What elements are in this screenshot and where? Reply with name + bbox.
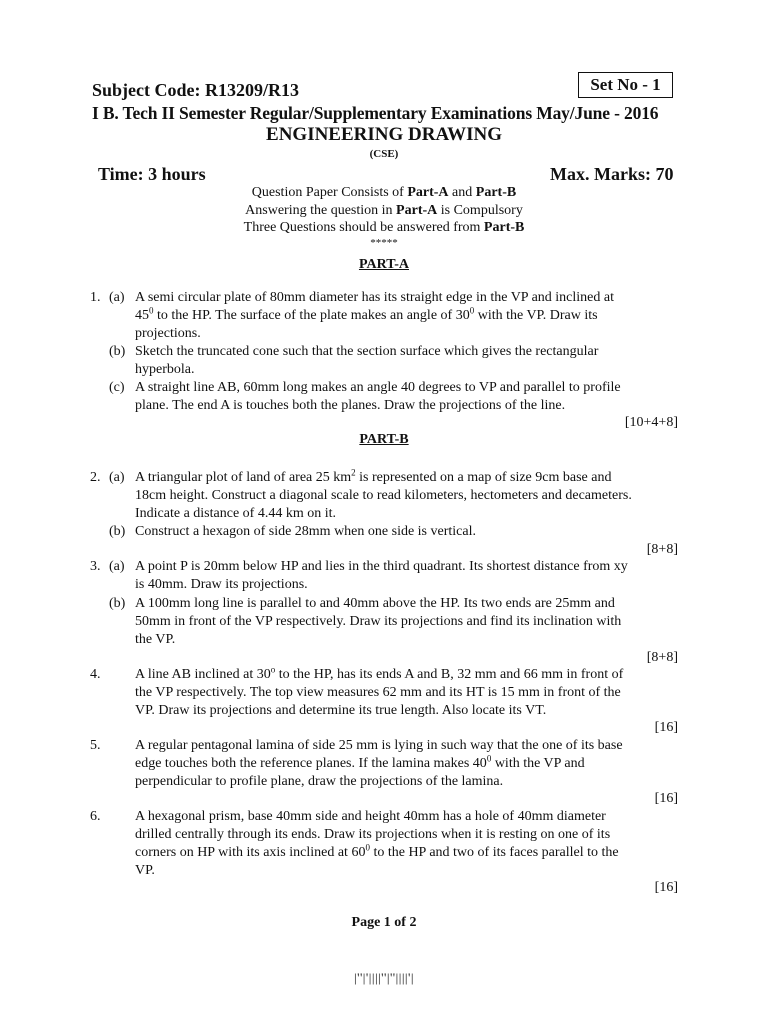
question-number: 3.	[90, 559, 101, 574]
subquestion-label: (a)	[109, 470, 125, 485]
subquestion-label: (b)	[109, 524, 126, 539]
question-text: A line AB inclined at 30$^o$ to the HP, has its ends A and B, 32 mm and 66 mm in front of the VP respectively. The top view measures 62 mm and its HT is 15 mm in front of the VP. Draw its projections and determine its true length. Also locate its VT.	[135, 664, 624, 718]
marks-label: [16]	[654, 720, 678, 735]
question-text: A triangular plot of land of area 25 $km^2$ is represented on a map of size 9cm base and 18cm height. Construct a diagonal scale to read kilometers, hectometers and decameters. Indicate a distance of 4.44 km on it.	[135, 467, 632, 521]
question-text: A point P is 20mm below HP and lies in the third quadrant. Its shortest distance from xy is 40mm. Draw its projections.	[135, 559, 628, 592]
subquestion-label: (a)	[109, 559, 125, 574]
instruction-line-3: Three Questions should be answered from Part-B	[243, 220, 525, 235]
question-text: A semi circular plate of 80mm diameter has its straight edge in the VP and inclined at $45^0$ to the HP. The surface of the plate makes an angle of $30^0$ with the VP. Draw its projections.	[135, 290, 614, 341]
marks-label: [16]	[654, 791, 678, 806]
subquestion-label: (b)	[109, 596, 126, 611]
branch-label: (CSE)	[369, 148, 399, 160]
page-number: Page 1 of 2	[351, 915, 417, 930]
part-a-heading: PART-A	[358, 257, 410, 272]
marks-label: [16]	[654, 880, 678, 895]
marks-label: [8+8]	[646, 650, 678, 665]
subquestion-label: (c)	[109, 380, 125, 395]
separator-stars: *****	[370, 237, 398, 249]
question-text: A regular pentagonal lamina of side 25 mm is lying in such way that the one of its base edge touches both the reference planes. If the lamina makes $40^0$ with the VP and perpendicular to profile plane, draw the projections of the lamina.	[135, 738, 623, 789]
max-marks-label: Max. Marks: 70	[550, 164, 674, 184]
exam-title: I B. Tech II Semester Regular/Supplementary Examinations May/June - 2016	[92, 103, 659, 123]
subquestion-label: (b)	[109, 344, 126, 359]
question-text: Construct a hexagon of side 28mm when one side is vertical.	[135, 524, 476, 539]
subject-code: Subject Code: R13209/R13	[92, 80, 299, 100]
subquestion-label: (a)	[109, 290, 125, 305]
question-text: A hexagonal prism, base 40mm side and height 40mm has a hole of 40mm diameter drilled centrally through its ends. Draw its projections when it is resting on one of its corners on HP with its axis inclined at $60^0$ to the HP and two of its faces parallel to the VP.	[135, 809, 619, 878]
instruction-line-2: Answering the question in Part-A is Compulsory	[245, 203, 523, 218]
instruction-line-1: Question Paper Consists of Part-A and Part-B	[251, 185, 517, 200]
time-label: Time: 3 hours	[98, 164, 206, 184]
question-number: 6.	[90, 809, 101, 824]
question-number: 1.	[90, 290, 101, 305]
marks-label: [10+4+8]	[624, 415, 678, 430]
barcode: |''|'||||''|''||||'|	[354, 970, 414, 985]
question-number: 2.	[90, 470, 101, 485]
subject-title: ENGINEERING DRAWING	[266, 124, 502, 145]
question-text: A straight line AB, 60mm long makes an angle 40 degrees to VP and parallel to profile plane. The end A is touches both the planes. Draw the projections of the line.	[135, 380, 621, 413]
question-text: A 100mm long line is parallel to and 40mm above the HP. Its two ends are 25mm and 50mm in front of the VP respectively. Draw its projections and find its inclination with the VP.	[135, 596, 622, 647]
part-b-heading: PART-B	[359, 432, 409, 447]
question-number: 4.	[90, 667, 101, 682]
marks-label: [8+8]	[646, 542, 678, 557]
set-number-box: Set No - 1	[578, 72, 673, 98]
question-text: Sketch the truncated cone such that the section surface which gives the rectangular hyperbola.	[135, 344, 599, 377]
question-number: 5.	[90, 738, 101, 753]
